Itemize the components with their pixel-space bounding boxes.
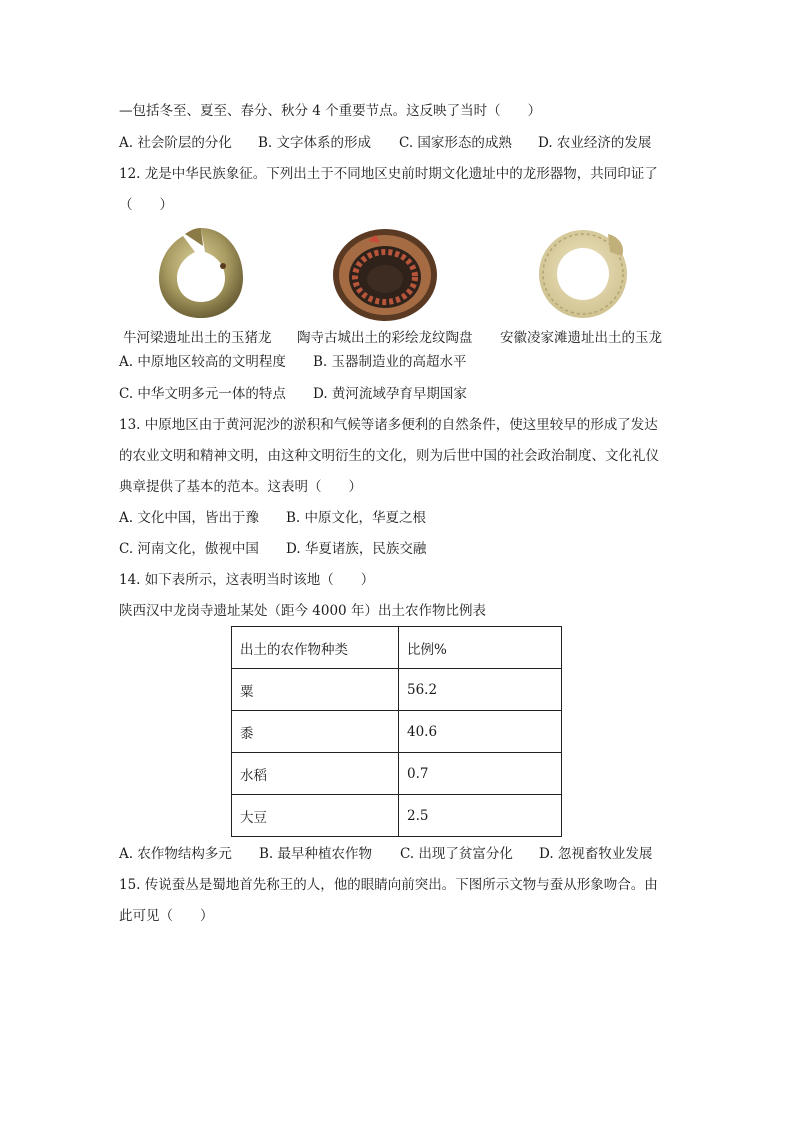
q11-options — [119, 133, 651, 153]
q12-options-row2 — [119, 384, 467, 404]
q13-options-row1 — [119, 508, 426, 528]
header-ratio: 比例% — [399, 627, 562, 669]
caption-dragon-plate: 陶寺古城出土的彩绘龙纹陶盘 — [297, 330, 473, 346]
caption-jade-pig-dragon: 牛河梁遗址出土的玉猪龙 — [123, 330, 272, 346]
crop-name: 大豆 — [232, 795, 399, 837]
crop-ratio: 2.5 — [399, 795, 562, 837]
q14-option-c[interactable]: C. 出现了贫富分化 — [400, 846, 513, 862]
q11-option-c[interactable]: C. 国家形态的成熟 — [399, 135, 512, 151]
crop-name: 黍 — [232, 711, 399, 753]
caption-jade-dragon: 安徽凌家滩遗址出土的玉龙 — [500, 330, 662, 346]
q12-stem-line2: （ ） — [119, 197, 173, 213]
q15-stem-line2: 此可见（ ） — [119, 908, 214, 924]
q12-option-b[interactable]: B. 玉器制造业的高超水平 — [313, 354, 467, 370]
crop-name: 水稻 — [232, 753, 399, 795]
table-title: 陕西汉中龙岗寺遗址某处（距今 4000 年）出土农作物比例表 — [119, 603, 486, 619]
q12-option-d[interactable]: D. 黄河流域孕育早期国家 — [313, 386, 467, 402]
crop-ratio: 56.2 — [399, 669, 562, 711]
painted-dragon-plate-image — [332, 227, 438, 323]
q12-stem-line1: 12. 龙是中华民族象征。下列出土于不同地区史前时期文化遗址中的龙形器物，共同印证了 — [119, 166, 658, 182]
q14-stem: 14. 如下表所示，这表明当时该地（ ） — [119, 572, 375, 588]
table-header-row — [232, 627, 562, 669]
q13-stem-line2: 的农业文明和精神文明，由这种文明衍生的文化，则为后世中国的社会政治制度、文化礼仪 — [119, 448, 659, 464]
crop-ratio-table — [231, 626, 562, 837]
table-row — [232, 711, 562, 753]
q11-stem: —包括冬至、夏至、春分、秋分 4 个重要节点。这反映了当时（ ） — [119, 103, 542, 119]
q13-option-b[interactable]: B. 中原文化，华夏之根 — [286, 510, 427, 526]
q14-option-b[interactable]: B. 最早种植农作物 — [259, 846, 373, 862]
q12-option-c[interactable]: C. 中华文明多元一体的特点 — [119, 386, 286, 402]
q13-option-d[interactable]: D. 华夏诸族，民族交融 — [286, 541, 427, 557]
jade-pig-dragon-image — [155, 222, 247, 322]
q14-option-a[interactable]: A. 农作物结构多元 — [119, 846, 232, 862]
table-row — [232, 795, 562, 837]
q14-options — [119, 844, 652, 864]
q11-option-b[interactable]: B. 文字体系的形成 — [258, 135, 372, 151]
table-row — [232, 669, 562, 711]
q12-option-a[interactable]: A. 中原地区较高的文明程度 — [119, 354, 286, 370]
q13-stem-line1: 13. 中原地区由于黄河泥沙的淤积和气候等诸多便利的自然条件，使这里较早的形成了发达 — [119, 417, 658, 433]
q14-option-d[interactable]: D. 忽视畜牧业发展 — [539, 846, 653, 862]
q12-options-row1 — [119, 352, 467, 372]
q13-option-c[interactable]: C. 河南文化，傲视中国 — [119, 541, 259, 557]
header-crop-type: 出土的农作物种类 — [232, 627, 399, 669]
q11-option-d[interactable]: D. 农业经济的发展 — [538, 135, 652, 151]
jade-dragon-ring-image — [530, 222, 636, 322]
q11-option-a[interactable]: A. 社会阶层的分化 — [119, 135, 232, 151]
q13-options-row2 — [119, 539, 426, 559]
crop-ratio: 40.6 — [399, 711, 562, 753]
table-row — [232, 753, 562, 795]
crop-ratio: 0.7 — [399, 753, 562, 795]
q13-option-a[interactable]: A. 文化中国，皆出于豫 — [119, 510, 259, 526]
crop-name: 粟 — [232, 669, 399, 711]
q13-stem-line3: 典章提供了基本的范本。这表明（ ） — [119, 479, 362, 495]
q15-stem-line1: 15. 传说蚕丛是蜀地首先称王的人，他的眼睛向前突出。下图所示文物与蚕从形象吻合。由 — [119, 877, 658, 893]
